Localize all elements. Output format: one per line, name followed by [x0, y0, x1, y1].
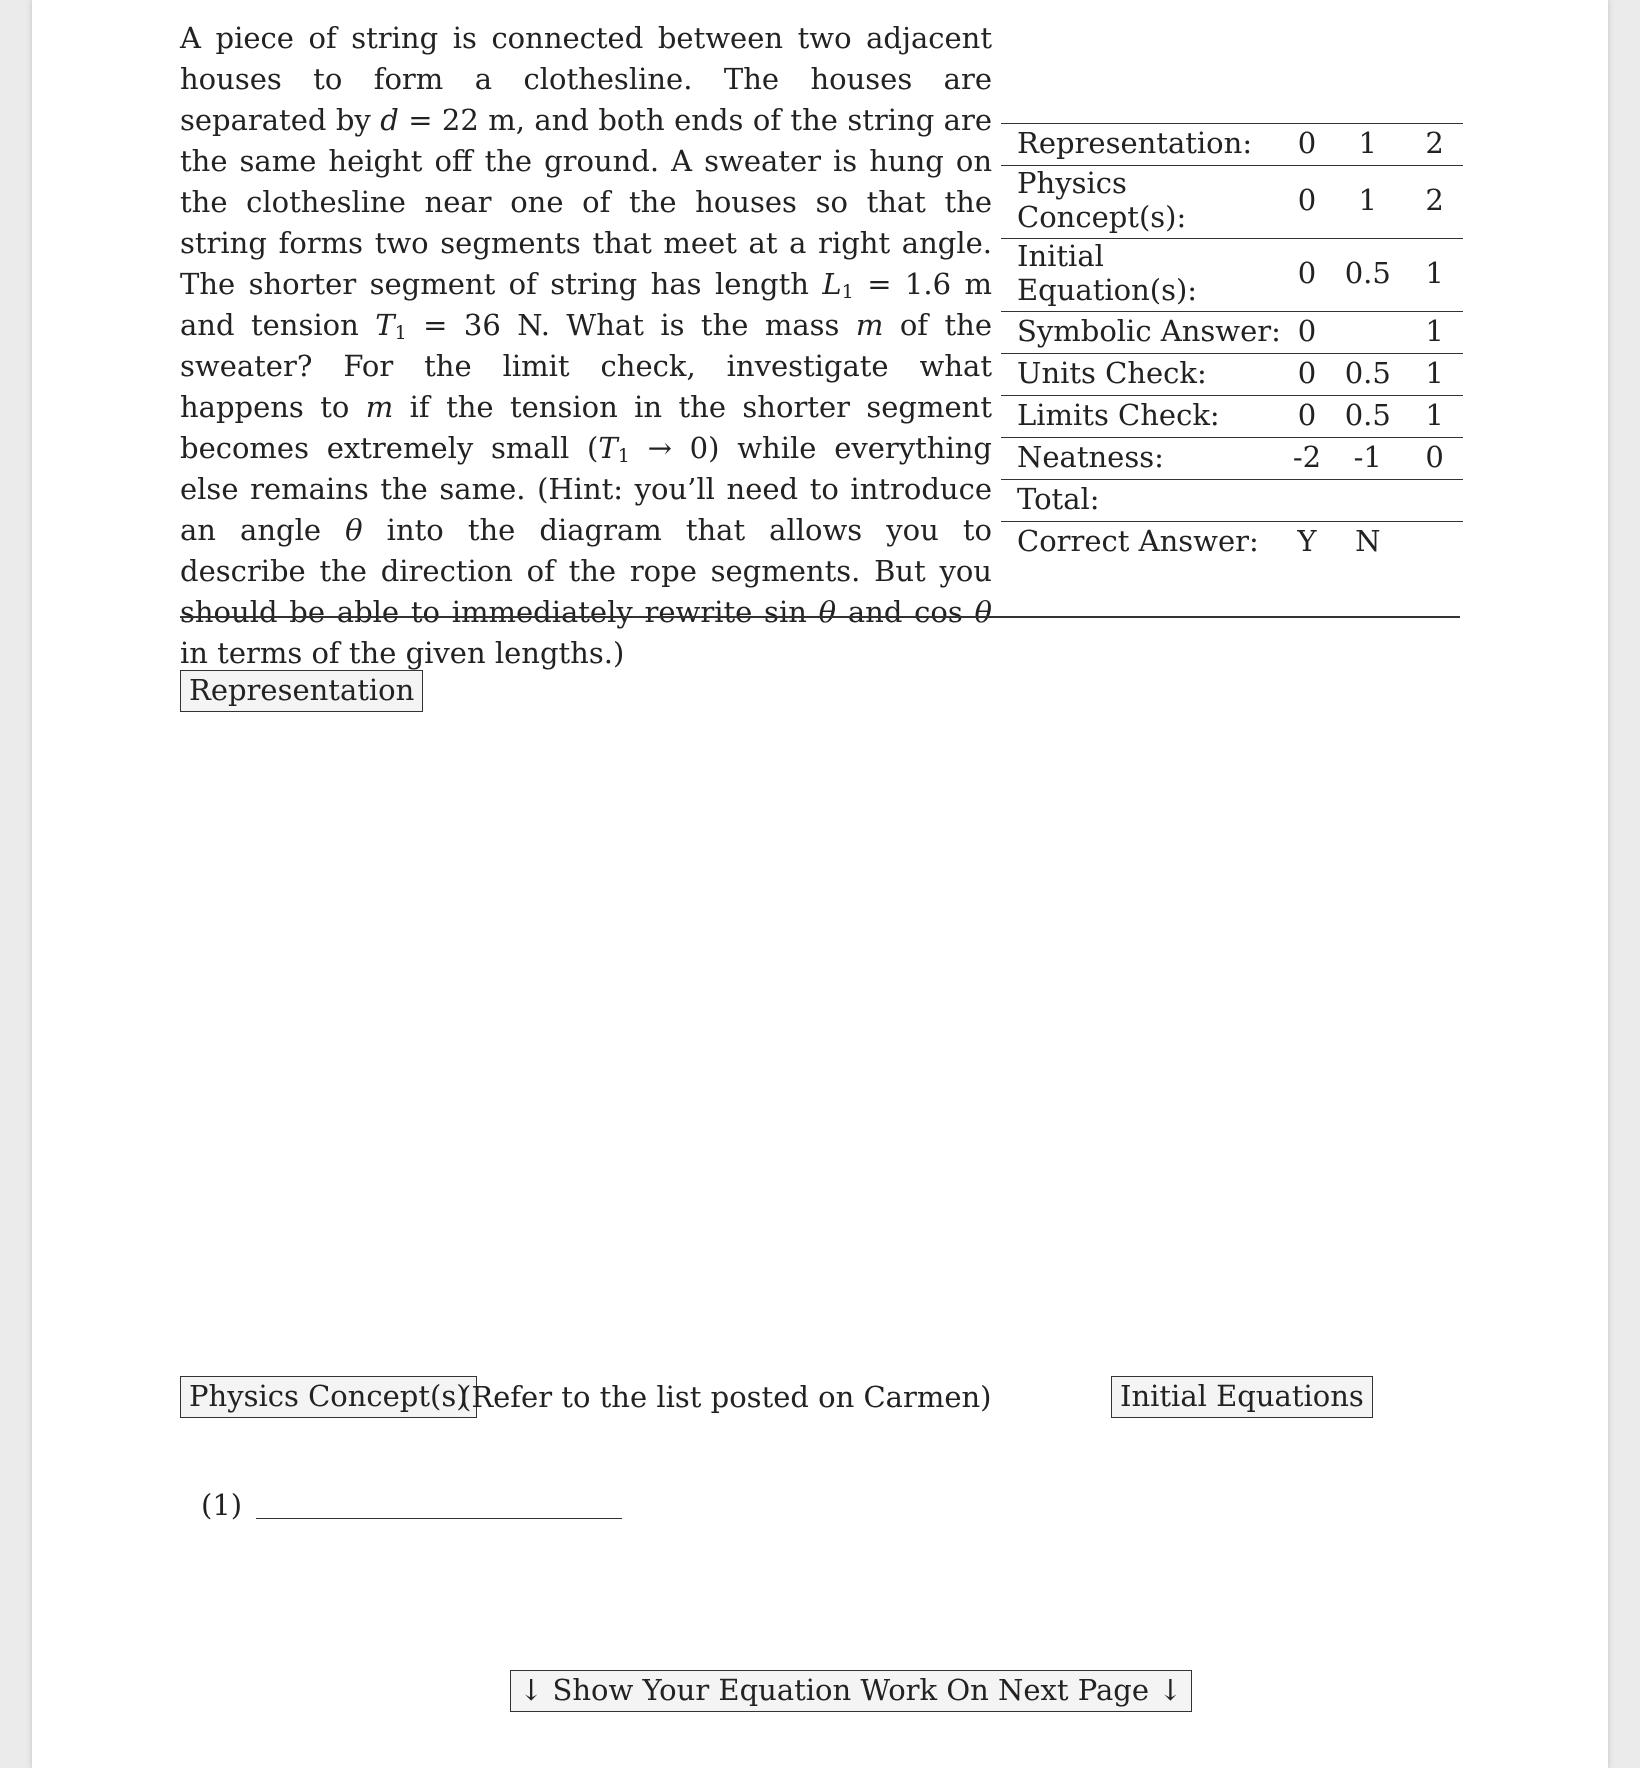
problem-text: and cos — [836, 595, 975, 629]
rubric-score: 2 — [1406, 124, 1463, 166]
rubric-score: 0 — [1406, 438, 1463, 480]
rubric-score: 0.5 — [1329, 396, 1406, 438]
grading-rubric — [1001, 123, 1463, 564]
var-m: m — [855, 308, 884, 342]
rubric-score: Y — [1297, 523, 1317, 558]
rubric-row — [1001, 396, 1463, 438]
problem-text: into the diagram that allows you to describe the direction of the rope segments. But you should be able to immediately rewrite sin — [180, 513, 992, 629]
rubric-score: 0 — [1285, 239, 1330, 312]
rubric-score: -2 — [1285, 438, 1330, 480]
rubric-score — [1285, 480, 1330, 522]
var-T: T — [375, 308, 395, 342]
rubric-label: Physics Concept(s): — [1001, 166, 1285, 239]
rubric-row — [1001, 354, 1463, 396]
subscript: 1 — [394, 322, 407, 344]
rubric-label: Neatness: — [1001, 438, 1285, 480]
next-page-notice: ↓ Show Your Equation Work On Next Page ↓ — [510, 1670, 1192, 1712]
rubric-row-total — [1001, 480, 1463, 522]
rubric-score: 0 — [1285, 396, 1330, 438]
rubric-score: 0 — [1285, 354, 1330, 396]
rubric-score: 1 — [1329, 166, 1406, 239]
rubric-label: Representation: — [1001, 124, 1285, 166]
rubric-score: 1 — [1329, 124, 1406, 166]
rubric-label: Symbolic Answer: — [1001, 312, 1285, 354]
rubric-label: Limits Check: — [1001, 396, 1285, 438]
concept-answer-blank[interactable] — [256, 1518, 622, 1519]
problem-text: while everything else remains the same. (Hint: you’ll need to introduce an angle — [180, 431, 992, 547]
var-L: L — [822, 267, 842, 301]
var-theta: θ — [345, 513, 363, 547]
rubric-row — [1001, 438, 1463, 480]
var-theta: θ — [974, 595, 992, 629]
section-divider — [180, 616, 1460, 618]
rubric-score: 2 — [1406, 166, 1463, 239]
rubric-score: 0.5 — [1329, 354, 1406, 396]
rubric-score — [1406, 480, 1463, 522]
rubric-score — [1329, 312, 1406, 354]
problem-text: → 0) — [629, 431, 720, 465]
rubric-score — [1329, 480, 1406, 522]
rubric-score — [1406, 522, 1463, 564]
rubric-score: 1 — [1406, 312, 1463, 354]
rubric-score: 0 — [1285, 166, 1330, 239]
var-m: m — [365, 390, 394, 424]
physics-concepts-note: (Refer to the list posted on Carmen) — [460, 1380, 992, 1414]
problem-text: = 1.6 m and tension — [180, 267, 992, 342]
rubric-row — [1001, 166, 1463, 239]
rubric-score: N — [1355, 523, 1381, 558]
problem-text: of the sweater? For the limit check, investigate what happens to — [180, 308, 992, 424]
subscript: 1 — [617, 445, 630, 467]
problem-text: if the tension in the shorter segment becomes extremely small ( — [180, 390, 992, 465]
rubric-label: Correct Answer: — [1017, 523, 1259, 558]
rubric-score: 1 — [1406, 239, 1463, 312]
rubric-label: Units Check: — [1001, 354, 1285, 396]
rubric-score: 0 — [1285, 124, 1330, 166]
concept-item-number: (1) — [201, 1488, 243, 1522]
rubric-score: 0.5 — [1329, 239, 1406, 312]
rubric-row — [1001, 239, 1463, 312]
rubric-score: 1 — [1406, 354, 1463, 396]
var-d: d — [380, 103, 399, 137]
physics-concepts-label: Physics Concept(s) — [180, 1376, 477, 1418]
problem-statement — [180, 18, 992, 674]
problem-text: in terms of the given lengths.) — [180, 636, 625, 670]
rubric-row — [1001, 124, 1463, 166]
var-T: T — [598, 431, 618, 465]
worksheet-page — [32, 0, 1608, 1768]
problem-text: A piece of string is connected between two adjacent houses to form a clothesline. The houses are separated by — [180, 21, 992, 137]
rubric-row — [1001, 312, 1463, 354]
rubric-row-correct-answer — [1001, 522, 1463, 564]
initial-equations-label: Initial Equations — [1111, 1376, 1373, 1418]
rubric-label: Initial Equation(s): — [1001, 239, 1285, 312]
problem-text: = 22 m, and both ends of the string are the same height off the ground. A sweater is hung on the clothesline near one of the houses so that the string forms two segments that meet at a right angle. The shorter segment of string has length — [180, 103, 992, 301]
var-theta: θ — [818, 595, 837, 629]
representation-label: Representation — [180, 670, 423, 712]
problem-text: = 36 N. What is the mass — [406, 308, 856, 342]
rubric-label: Total: — [1001, 480, 1285, 522]
rubric-score: 1 — [1406, 396, 1463, 438]
rubric-score: -1 — [1329, 438, 1406, 480]
subscript: 1 — [841, 281, 854, 303]
rubric-score: 0 — [1285, 312, 1330, 354]
